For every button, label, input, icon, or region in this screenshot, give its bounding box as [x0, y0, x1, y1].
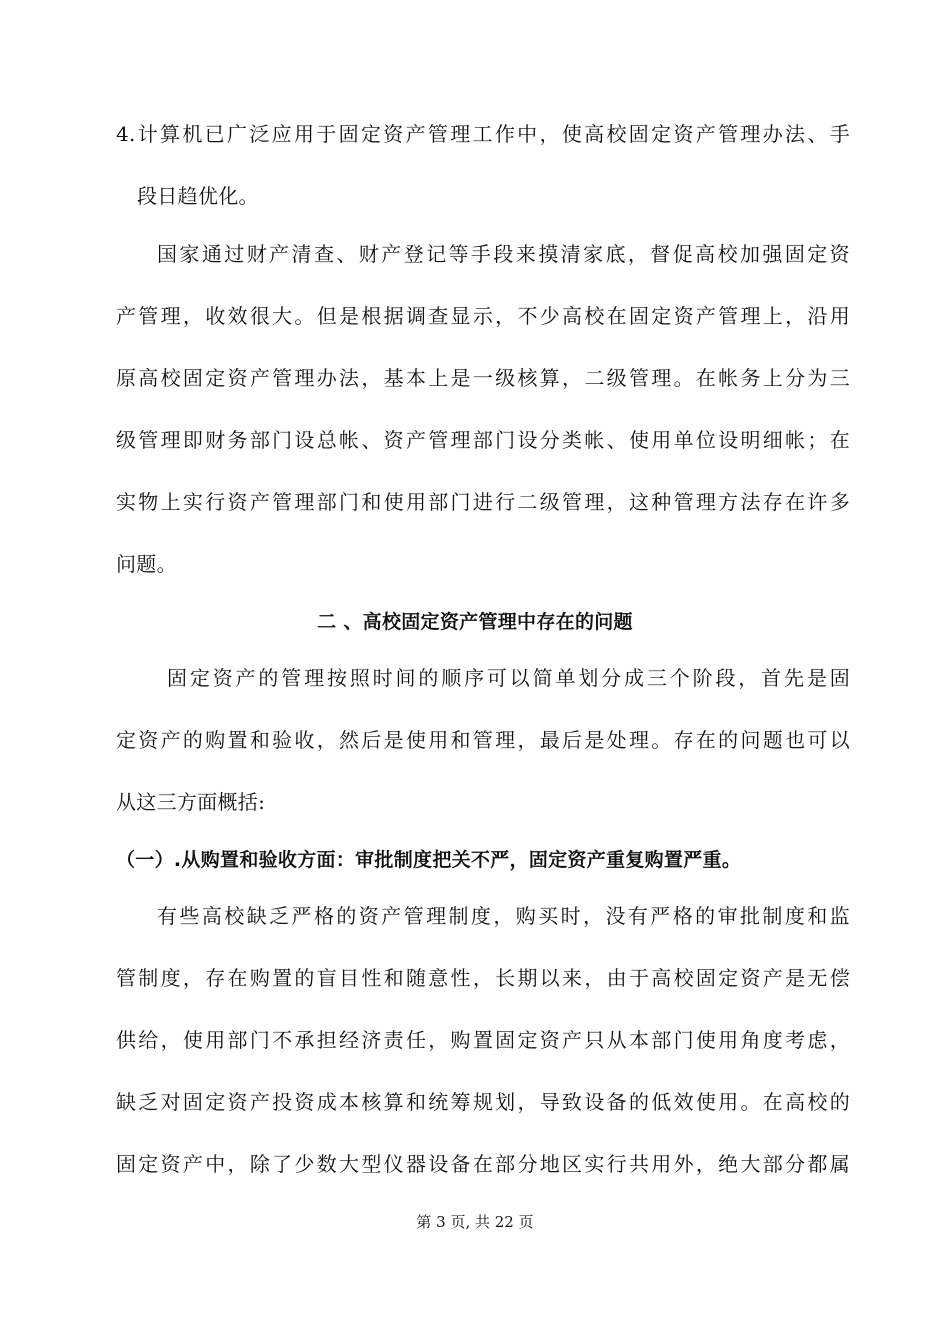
paragraph-3-line-3: 供给，使用部门不承担经济责任，购置固定资产只从本部门使用角度考虑， — [116, 1028, 850, 1052]
paragraph-3-line-2: 管制度，存在购置的盲目性和随意性，长期以来，由于高校固定资产是无偿 — [116, 966, 850, 990]
paragraph-3-line-1: 有些高校缺乏严格的资产管理制度，购买时，没有严格的审批制度和监 — [157, 904, 850, 928]
paragraph-2-line-3: 从这三方面概括: — [116, 790, 266, 814]
subsection-heading: （一）.从购置和验收方面：审批制度把关不严，固定资产重复购置严重。 — [116, 849, 742, 871]
list-item-4-line-2: 段日趋优化。 — [137, 184, 259, 208]
paragraph-3-line-4: 缺乏对固定资产投资成本核算和统筹规划，导致设备的低效使用。在高校的 — [116, 1090, 850, 1114]
paragraph-2-line-1: 固定资产的管理按照时间的顺序可以简单划分成三个阶段，首先是固 — [167, 666, 850, 690]
paragraph-1-line-6: 问题。 — [116, 552, 177, 576]
paragraph-1-line-3: 原高校固定资产管理办法，基本上是一级核算，二级管理。在帐务上分为三 — [116, 366, 850, 390]
paragraph-1-line-2: 产管理，收效很大。但是根据调查显示，不少高校在固定资产管理上，沿用 — [116, 304, 850, 328]
list-item-4-line-1: 4.计算机已广泛应用于固定资产管理工作中，使高校固定资产管理办法、手 — [116, 122, 850, 146]
paragraph-1-line-4: 级管理即财务部门设总帐、资产管理部门设分类帐、使用单位设明细帐；在 — [116, 428, 850, 452]
paragraph-1-line-1: 国家通过财产清查、财产登记等手段来摸清家底，督促高校加强固定资 — [157, 242, 850, 266]
page-footer: 第 3 页, 共 22 页 — [416, 1213, 534, 1231]
paragraph-3-line-5: 固定资产中，除了少数大型仪器设备在部分地区实行共用外，绝大部分都属 — [116, 1152, 850, 1176]
paragraph-2-line-2: 定资产的购置和验收，然后是使用和管理，最后是处理。存在的问题也可以 — [116, 728, 850, 752]
paragraph-1-line-5: 实物上实行资产管理部门和使用部门进行二级管理，这种管理方法存在许多 — [116, 490, 850, 514]
section-heading: 二 、高校固定资产管理中存在的问题 — [317, 611, 633, 633]
